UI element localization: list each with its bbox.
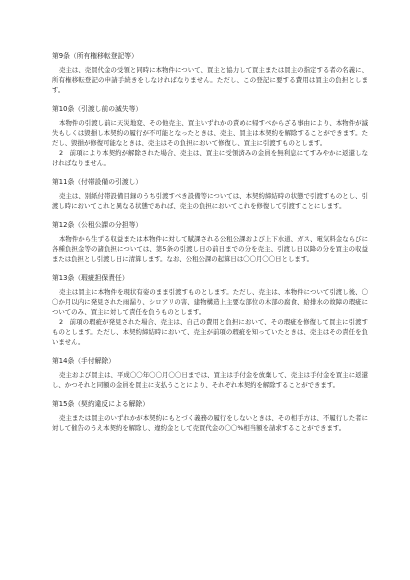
article-paragraph: 売主および買主は、平成〇〇年〇〇月〇〇日までは、買主は手付金を放棄して、売主は手付金を買主に返還し、かつそれと同額の金員を買主に支払うことにより、それぞれ本契約を解除することができます。 [52,371,368,389]
article-heading: 第10条（引渡し前の滅失等） [52,105,143,113]
article-heading: 第12条（公租公課の分担等） [52,221,143,229]
article-14 [52,357,368,390]
article-paragraph: 2 前項の瑕疵が発見された場合、売主は、自己の費用と負担において、その瑕疵を修復して買主に引渡すものとします。ただし、本契約締結時において、売主が前項の瑕疵を知っていたときは、売主はその責任を負いません。 [52,318,368,346]
article-9 [52,52,368,95]
article-heading: 第11条（付帯設備の引渡し） [52,178,143,186]
article-15 [52,400,368,433]
article-10 [52,105,368,168]
article-heading: 第14条（手付解除） [52,357,116,365]
article-paragraph: 売主は、別紙付帯設備目録のうち引渡すべき設備等については、本契約締結時の状態で引渡すものとし、引渡し時においてこれと異なる状態であれば、売主の負担においてこれを修復して引渡すことにします。 [52,192,368,210]
article-paragraph: 本物件から生ずる収益または本物件に対して賦課される公租公課および上下水道、ガス、電気料金ならびに各種負担金等の諸負担については、第5条の引渡し日の前日までの分を売主、引渡し日以降の分を買主の収益または負担とし引渡し日に清算します。なお、公租公課の起算日は〇〇月〇〇日とします。 [52,235,368,263]
article-heading: 第13条（瑕疵担保責任） [52,274,129,282]
article-paragraph: 売主または買主のいずれかが本契約にもとづく義務の履行をしないときは、その相手方は、不履行した者に対して催告のうえ本契約を解除し、違約金として売買代金の〇〇%相当額を請求することができます。 [52,414,368,432]
article-heading: 第9条（所有権移転登記等） [52,52,138,60]
article-12 [52,221,368,264]
article-paragraph: 2 前項により本契約が解除された場合、売主は、買主に受領済みの金員を無利息にてすみやかに返還しなければなりません。 [52,149,368,167]
article-paragraph: 売主は、売買代金の受領と同時に本物件について、買主と協力して買主または買主の指定する者の名義に、所有権移転登記の申請手続きをしなければなりません。ただし、この登記に要する費用は買主の負担とします。 [52,66,368,94]
article-heading: 第15条（契約違反による解除） [52,400,150,408]
article-paragraph: 本物件の引渡し前に天災地変、その他売主、買主いずれかの責めに帰すべからざる事由により、本物件が滅失もしくは毀損し本契約の履行が不可能となったときは、売主、買主は本契約を解除することができます。ただし、毀損が修復可能なときは、売主はその負担において修復し、買主に引渡すものとします。 [52,119,368,147]
article-11 [52,178,368,211]
article-13 [52,274,368,347]
article-paragraph: 売主は買主に本物件を現状有姿のまま引渡すものとします。ただし、売主は、本物件について引渡し後、〇〇か月以内に発見された雨漏り、シロアリの害、建物構造上主要な部位の木部の腐食、給排水の故障の瑕疵についてのみ、買主に対して責任を負うものとします。 [52,288,368,316]
